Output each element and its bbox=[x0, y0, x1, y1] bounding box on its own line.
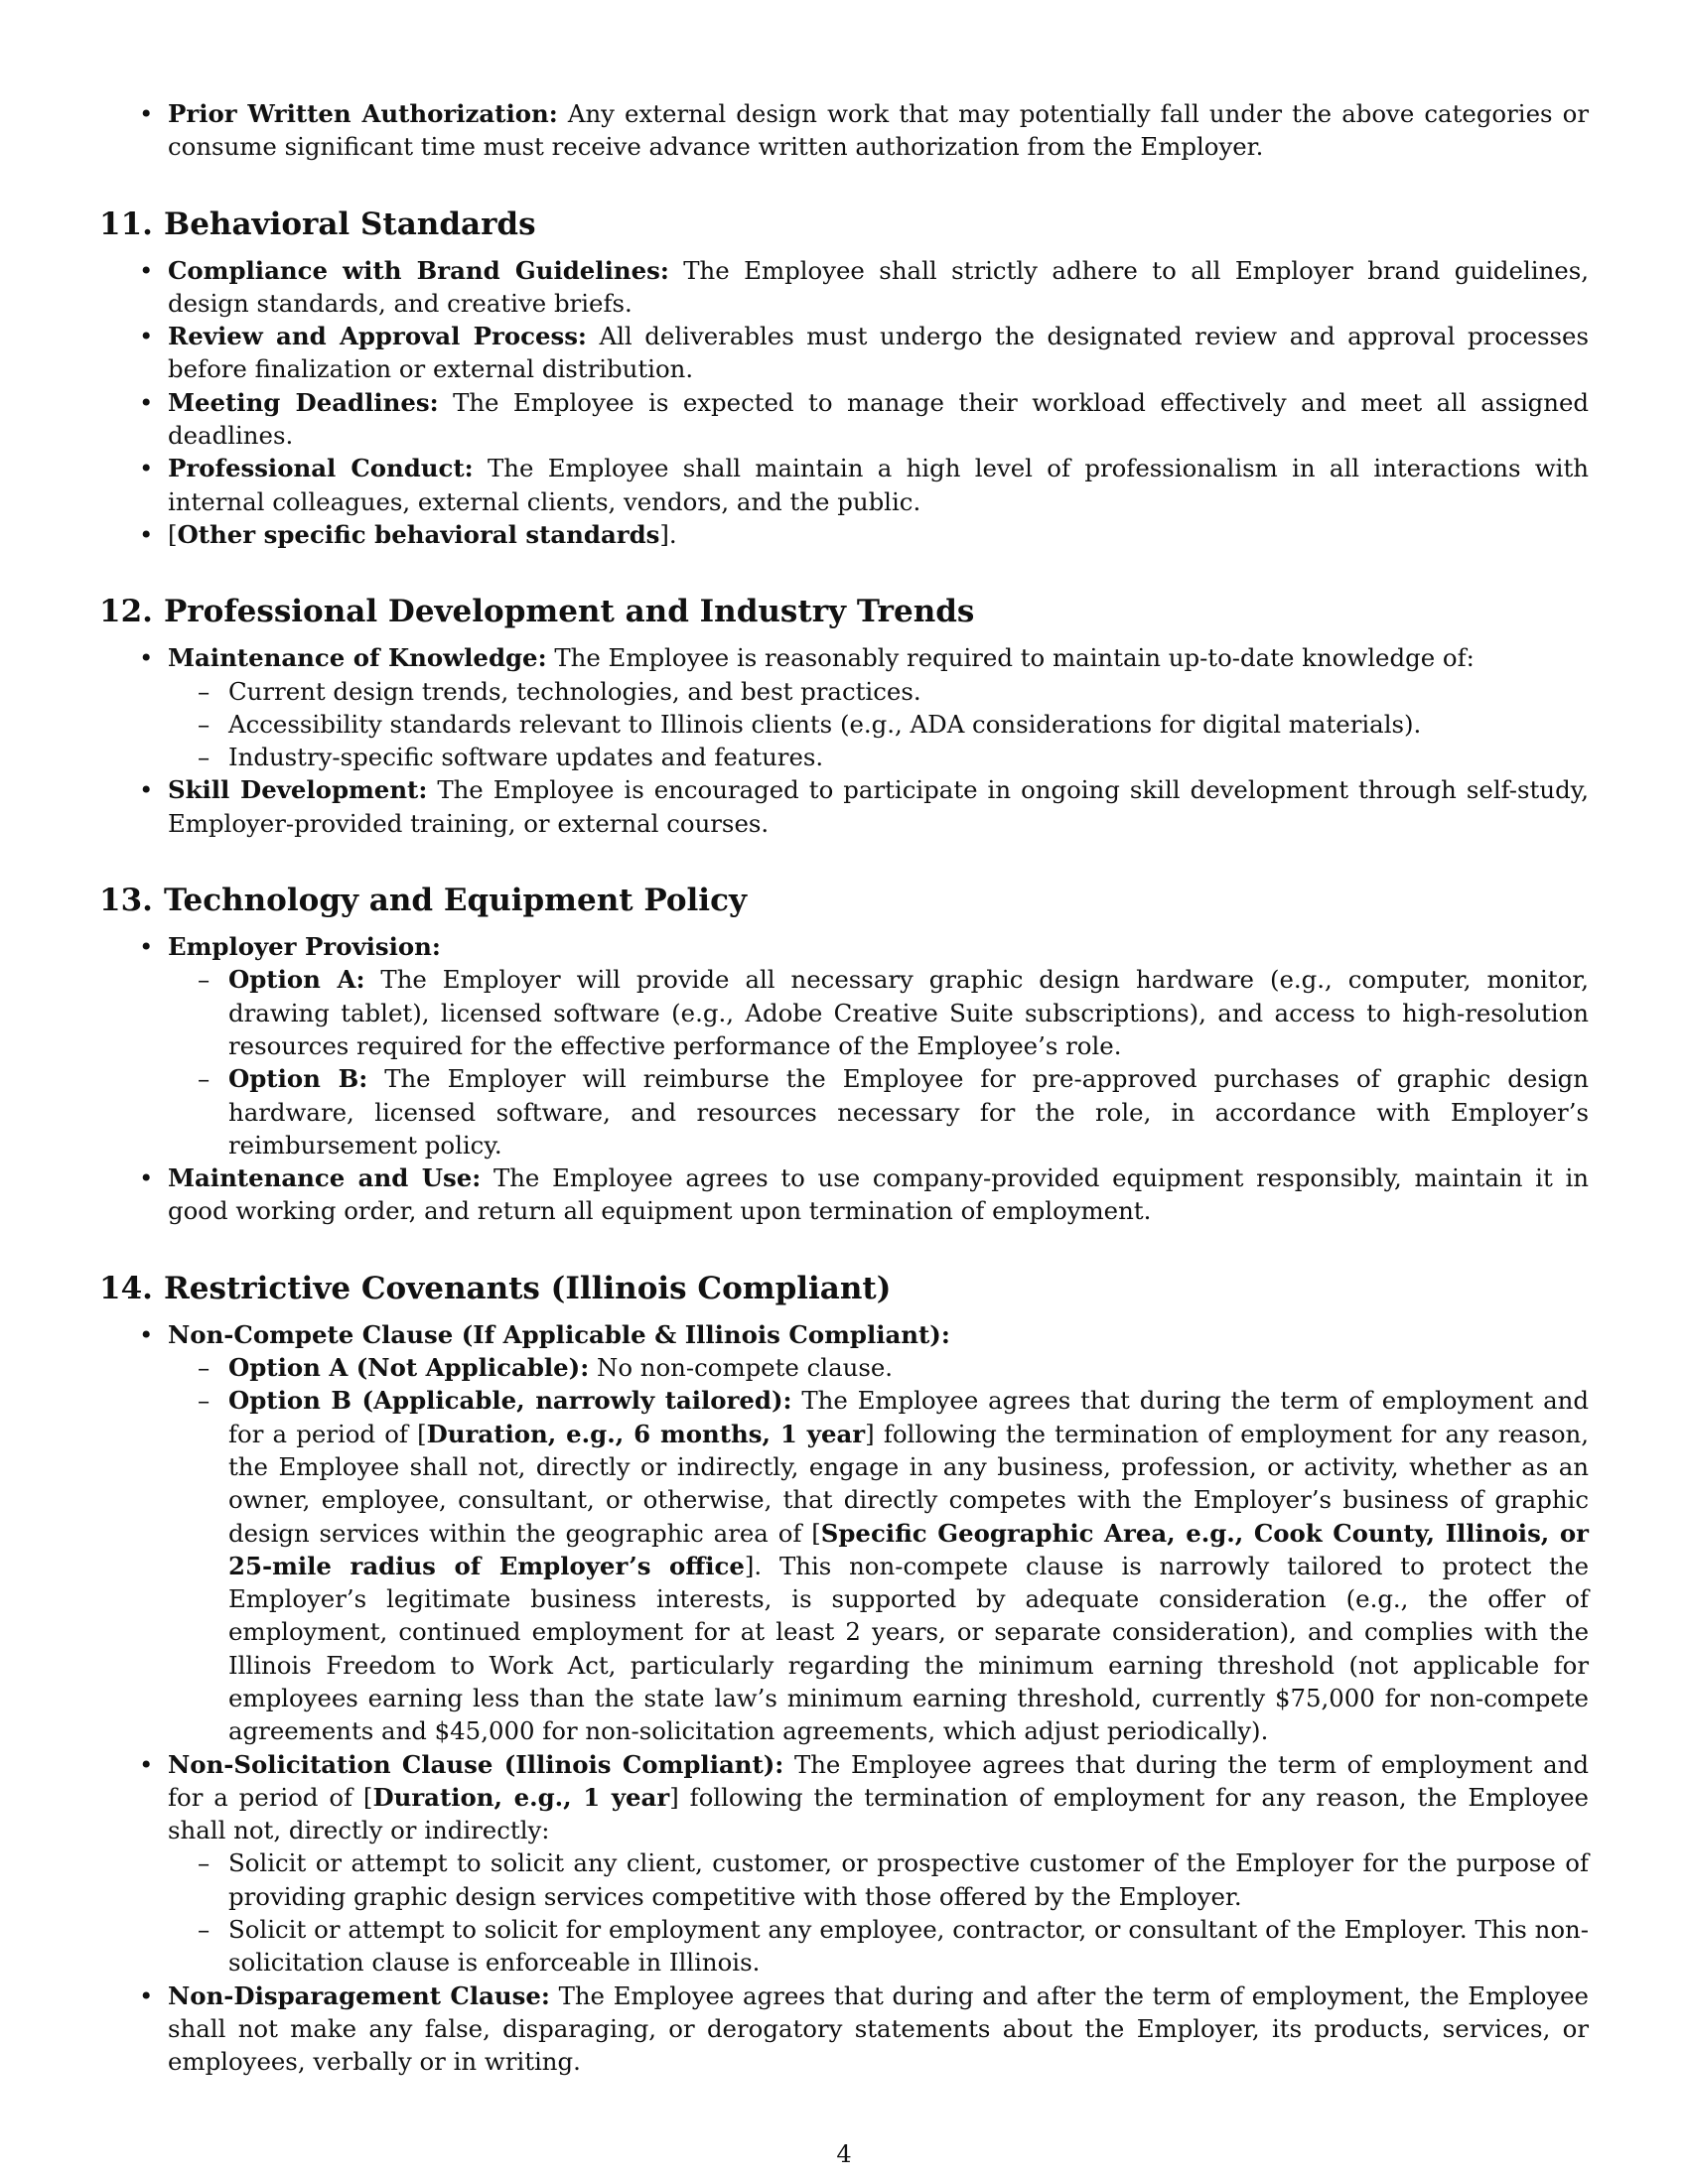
section-11-list bbox=[99, 254, 1589, 552]
sub-list-item: – Solicit or attempt to solicit for employment any employee, contractor, or consultant of the Employer. This non-solicitation clause is enforceable in Illinois. bbox=[168, 1913, 1589, 1979]
list-item: • Non-Disparagement Clause: The Employee agrees that during and after the term of employment, the Employee shall not make any false, disparaging, or derogatory statements about the Employer, its products, services, or employees, verbally or in writing. bbox=[99, 1979, 1589, 2079]
section-13-heading: 13. Technology and Equipment Policy bbox=[99, 883, 747, 919]
list-item: • Skill Development: The Employee is encouraged to participate in ongoing skill development through self-study, Employer-provided training, or external courses. bbox=[99, 773, 1589, 840]
section-14-list bbox=[99, 1318, 1589, 2079]
section-12-list bbox=[99, 641, 1589, 840]
list-item: • Review and Approval Process: All deliverables must undergo the designated review and approval processes before finalization or external distribution. bbox=[99, 320, 1589, 386]
sub-list bbox=[168, 675, 1589, 774]
sub-list-item: – Option B (Applicable, narrowly tailored): The Employee agrees that during the term of employment and for a period of [Duration, e.g., 6 months, 1 year] following the termination of employment for any reason, the Employee shall not, directly or indirectly, engage in any business, profession, or activity, whether as an owner, employee, consultant, or otherwise, that directly competes with the Employer’s business of graphic design services within the geographic area of [Specific Geographic Area, e.g., Cook County, Illinois, or 25-mile radius of Employer’s office]. This non-compete clause is narrowly tailored to protect the Employer’s legitimate business interests, is supported by adequate consideration (e.g., the offer of employment, continued employment for at least 2 years, or separate consideration), and complies with the Illinois Freedom to Work Act, particularly regarding the minimum earning threshold (not applicable for employees earning less than the state law’s minimum earning threshold, currently $75,000 for non-compete agreements and $45,000 for non-solicitation agreements, which adjust periodically). bbox=[168, 1384, 1589, 1747]
sub-list-item: – Option A (Not Applicable): No non-compete clause. bbox=[168, 1351, 1589, 1384]
list-item: • Non-Compete Clause (If Applicable & Illinois Compliant): – Option A (Not Applicable): No non-compete clause. – Option B (Applicable, narrowly tailored): The Employee agrees that during the term of employment and for a period of [Duration, e.g., 6 months, 1 year] following the termination of employment for any reason, the Employee shall not, directly or indirectly, engage in any business, profession, or activity, whether as an owner, employee, consultant, or otherwise, that directly competes with the Employer’s business of graphic design services within the geographic area of [Specific Geographic Area, e.g., Cook County, Illinois, or 25-mile radius of Employer’s office]. This non-compete clause is narrowly tailored to protect the Employer’s legitimate business interests, is supported by adequate consideration (e.g., the offer of employment, continued employment for at least 2 years, or separate consideration), and complies with the Illinois Freedom to Work Act, particularly regarding the minimum earning threshold (not applicable for employees earning less than the state law’s minimum earning threshold, currently $75,000 for non-compete agreements and $45,000 for non-solicitation agreements, which adjust periodically). bbox=[99, 1318, 1589, 1748]
list-item: • Employer Provision: – Option A: The Employer will provide all necessary graphic design hardware (e.g., computer, monitor, drawing tablet), licensed software (e.g., Adobe Creative Suite subscriptions), and access to high-resolution resources required for the effective performance of the Employee’s role. – Option B: The Employer will reimburse the Employee for pre-approved purchases of graphic design hardware, licensed software, and resources necessary for the role, in accordance with Employer’s reimbursement policy. bbox=[99, 930, 1589, 1161]
sub-list-item: – Current design trends, technologies, and best practices. bbox=[168, 675, 1589, 708]
list-item: • Professional Conduct: The Employee shall maintain a high level of professionalism in all interactions with internal colleagues, external clients, vendors, and the public. bbox=[99, 452, 1589, 518]
document-body bbox=[99, 97, 1589, 2079]
sub-list-item: – Option A: The Employer will provide all necessary graphic design hardware (e.g., computer, monitor, drawing tablet), licensed software (e.g., Adobe Creative Suite subscriptions), and access to high-resolution resources required for the effective performance of the Employee’s role. bbox=[168, 963, 1589, 1062]
section-14-heading: 14. Restrictive Covenants (Illinois Compliant) bbox=[99, 1270, 892, 1306]
section-12-heading: 12. Professional Development and Industry Trends bbox=[99, 594, 975, 630]
section-13-list bbox=[99, 930, 1589, 1228]
sub-list bbox=[168, 963, 1589, 1161]
list-item: • [Other specific behavioral standards]. bbox=[99, 518, 1589, 551]
sub-list bbox=[168, 1351, 1589, 1748]
sub-list-item: – Solicit or attempt to solicit any client, customer, or prospective customer of the Employer for the purpose of providing graphic design services competitive with those offered by the Employer. bbox=[168, 1846, 1589, 1913]
sub-list-item: – Option B: The Employer will reimburse the Employee for pre-approved purchases of graphic design hardware, licensed software, and resources necessary for the role, in accordance with Employer’s reimbursement policy. bbox=[168, 1062, 1589, 1161]
prior-authorization-list bbox=[99, 97, 1589, 164]
sub-list-item: – Industry-specific software updates and features. bbox=[168, 741, 1589, 773]
section-11-heading: 11. Behavioral Standards bbox=[99, 205, 536, 242]
list-item: • Maintenance of Knowledge: The Employee is reasonably required to maintain up-to-date knowledge of: – Current design trends, technologies, and best practices. – Accessibility standards relevant to Illinois clients (e.g., ADA considerations for digital materials). – Industry-specific software updates and features. bbox=[99, 641, 1589, 773]
list-item: • Maintenance and Use: The Employee agrees to use company-provided equipment responsibly, maintain it in good working order, and return all equipment upon termination of employment. bbox=[99, 1161, 1589, 1228]
list-item: • Meeting Deadlines: The Employee is expected to manage their workload effectively and meet all assigned deadlines. bbox=[99, 386, 1589, 453]
list-item: • Non-Solicitation Clause (Illinois Compliant): The Employee agrees that during the term of employment and for a period of [Duration, e.g., 1 year] following the termination of employment for any reason, the Employee shall not, directly or indirectly: – Solicit or attempt to solicit any client, customer, or prospective customer of the Employer for the purpose of providing graphic design services competitive with those offered by the Employer. – Solicit or attempt to solicit for employment any employee, contractor, or consultant of the Employer. This non-solicitation clause is enforceable in Illinois. bbox=[99, 1748, 1589, 1979]
list-item: • Compliance with Brand Guidelines: The Employee shall strictly adhere to all Employer brand guidelines, design standards, and creative briefs. bbox=[99, 254, 1589, 321]
sub-list-item: – Accessibility standards relevant to Illinois clients (e.g., ADA considerations for digital materials). bbox=[168, 708, 1589, 741]
list-item: • Prior Written Authorization: Any external design work that may potentially fall under the above categories or consume significant time must receive advance written authorization from the Employer. bbox=[99, 97, 1589, 164]
page-number: 4 bbox=[836, 2140, 852, 2168]
sub-list bbox=[168, 1846, 1589, 1979]
